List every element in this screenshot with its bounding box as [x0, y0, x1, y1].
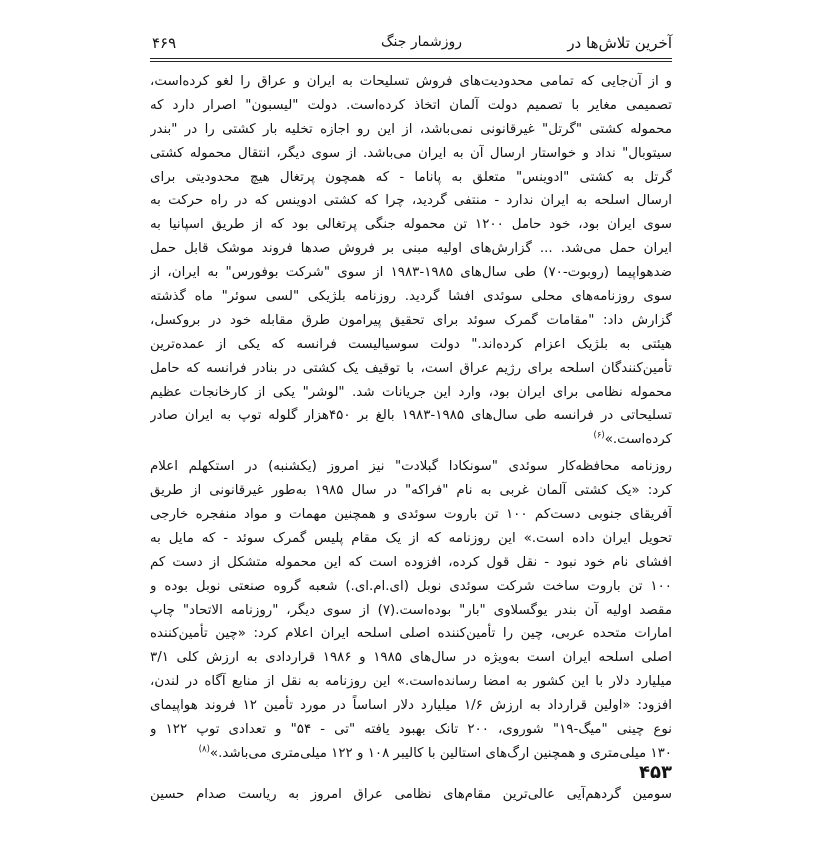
- text-line: سوی ایران بود، خود حامل ۱۲۰۰ تن محموله جنگی پرتغالی بود که از طریق اسپانیا به: [150, 217, 672, 233]
- text-line: کرد: «یک کشتی آلمان غربی به نام "فراکه" در سال ۱۹۸۵ به‌طور غیرقانونی از طریق: [150, 483, 672, 499]
- text-line: گزارش داد: "مقامات گمرک سوئد برای تحقیق پیرامون طرق مقابله خود در بروکسل،: [150, 312, 672, 328]
- header-rule: [150, 58, 672, 59]
- text-line-last: [150, 428, 672, 452]
- text-line: افشای نام خود نبود - نقل قول کرده، افزوده است که این محموله متشکل از دست کم: [150, 554, 672, 570]
- text-line: گرتل به کشتی "ادوینس" متعلق به پاناما - که همچون پرتغال هیچ محدودیتی برای: [150, 169, 672, 185]
- text-line: تأمین‌کنندگان اسلحه برای رژیم عراق است، با توقیف یک کشتی در بنادر فرانسه که حامل: [150, 360, 672, 376]
- book-title: روزشمار جنگ: [381, 34, 462, 50]
- text-line: ضدهواپیما (روبوت-۷۰) طی سال‌های ۱۹۸۵-۱۹۸۳ از سوی "شرکت بوفورس" به ایران، از: [150, 265, 672, 281]
- text-line: مقصد اولیه آن بندر یوگسلاوی "بار" بوده‌است.(۷) از سوی دیگر، "روزنامه الاتحاد" چاپ: [150, 602, 672, 618]
- paragraph-1: [150, 70, 672, 452]
- text-line: محموله کشتی "گرتل" غیرقانونی نمی‌باشد، از این رو اجازه تخلیه بار کشتی را در "بندر: [150, 121, 672, 137]
- text-line: نوع چینی "میگ-۱۹" شوروی، ۲۰۰ تانک بهبود یافته "تی - ۵۴" و تعدادی توپ ۱۲۲ و: [150, 722, 672, 738]
- text-line: اصلی اسلحه ایران است به‌ویژه در سال‌های ۱۹۸۵ و ۱۹۸۶ قراردادی به ارزش کلی ۳/۱: [150, 650, 672, 666]
- running-title: آخرین تلاش‌ها در: [567, 34, 672, 52]
- text-line: سوی روزنامه‌های محلی سوئدی افشا گردید. روزنامه بلژیکی "لسی سوئر" ماه گذشته: [150, 289, 672, 305]
- text-line: ارسال اسلحه به ایران ندارد - منتفی گردید، چرا که کشتی ادوینس که در راه حرکت به: [150, 193, 672, 209]
- text-line: تحویل ایران داده است.» این روزنامه که از یک مقام پلیس گمرک سوئد - که مایل به: [150, 530, 672, 546]
- text-line: افزود: «اولین قرارداد به ارزش ۱/۶ میلیارد دلار اساساً در مورد تأمین ۱۲ فروند هواپیمای: [150, 698, 672, 714]
- paragraph-end: کرده‌است.»: [604, 432, 672, 448]
- paragraph-2: [150, 455, 672, 766]
- header-rule-secondary: [150, 61, 672, 62]
- page-header: [150, 32, 672, 62]
- entry-number: ۴۵۳: [639, 762, 672, 783]
- text-line: روزنامه محافظه‌کار سوئدی "سونکادا گبلادت" نیز امروز (یکشنبه) در استکهلم اعلام: [150, 459, 672, 475]
- text-line: محموله نظامی برای ایران بود، وارد این جریانات شد. "لوشر" یکی از کارخانجات عظیم: [150, 384, 672, 400]
- text-line: امارات متحده عربی، چین را تأمین‌کننده اصلی اسلحه ایران اعلام کرد: «چین تأمین‌کننده: [150, 626, 672, 642]
- text-line: تصمیمی مغایر با تصمیم دولت آلمان اتخاذ کرده‌است. دولت "لیسبون" اصرار دارد که: [150, 97, 672, 113]
- text-line: تسلیحاتی در فرانسه طی سال‌های ۱۹۸۵-۱۹۸۳ بالغ بر ۴۵۰هزار گلوله توپ به ایران صادر: [150, 408, 672, 424]
- text-line: ایران حمل می‌شد. ... گزارش‌های اولیه مبنی بر فروش صدها فروند موشک قابل حمل: [150, 241, 672, 257]
- text-line: ۱۰۰ تن باروت ساخت شرکت سوئدی نوبل (ای.ام.ای.) شعبه گروه صنعتی نوبل بوده و: [150, 578, 672, 594]
- text-line: هیئتی به بلژیک اعزام کرده‌اند." دولت سوسیالیست فرانسه که یکی از عمده‌ترین: [150, 336, 672, 352]
- page-number: ۴۶۹: [152, 34, 177, 52]
- footnote-marker: (۸): [198, 744, 210, 755]
- text-line: آفریقای جنوبی دست‌کم ۱۰۰ تن باروت سوئدی و همچنین مهمات و مواد منفجره خارجی: [150, 507, 672, 523]
- text-line: میلیارد دلار با این کشور به امضا رسانده‌است.» این روزنامه به نقل از منابع آگاه در لندن،: [150, 674, 672, 690]
- footnote-marker: (۶): [593, 430, 605, 441]
- paragraph-end: ۱۳۰ میلی‌متری و همچنین ارگ‌های استالین با کالیبر ۱۰۸ و ۱۲۲ میلی‌متری می‌باشد.»: [209, 745, 672, 761]
- text-line: سیتوبال" نداد و خواستار ارسال آن به ایران می‌باشد. از سوی دیگر، انتقال محموله کشتی: [150, 145, 672, 161]
- text-line: و از آن‌جایی که تمامی محدودیت‌های فروش تسلیحات به ایران و عراق را لغو کرده‌است،: [150, 74, 672, 89]
- next-entry-text: سومین گردهم‌آیی عالی‌ترین مقام‌های نظامی عراق امروز به ریاست صدام حسین: [150, 787, 672, 802]
- body-text: [150, 70, 672, 766]
